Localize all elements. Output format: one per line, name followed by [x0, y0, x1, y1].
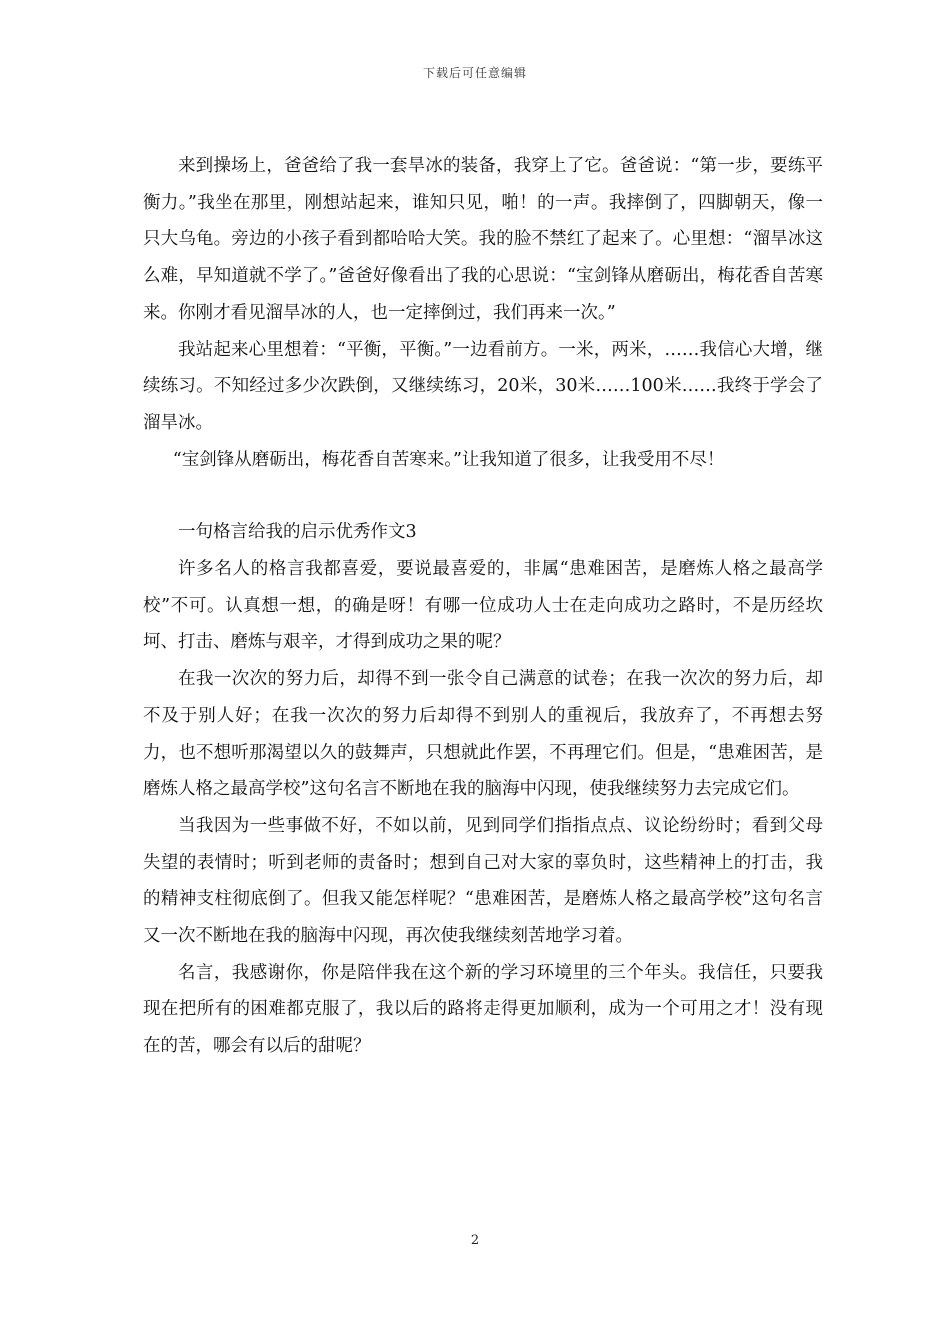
section-title: 一句格言给我的启示优秀作文3 [178, 522, 417, 543]
paragraph: 名言，我感谢你，你是陪伴我在这个新的学习环境里的三个年头。我信任，只要我现在把所有的困难都克服了，我以后的路将走得更加顺利，成为一个可用之才！没有现在的苦，哪会有以后的甜呢？ [143, 962, 823, 1057]
paragraph: 来到操场上，爸爸给了我一套旱冰的装备，我穿上了它。爸爸说：“第一步，要练平衡力。”我坐在那里，刚想站起来，谁知只见，啪！的一声。我摔倒了，四脚朝天，像一只大乌龟。旁边的小孩子看到都哈哈大笑。我的脸不禁红了起来了。心里想：“溜旱冰这么难，早知道就不学了。”爸爸好像看出了我的心思说：“宝剑锋从磨砺出，梅花香自苦寒来。你刚才看见溜旱冰的人，也一定摔倒过，我们再来一次。” [143, 156, 823, 323]
section-gap [143, 478, 823, 514]
paragraph: 当我因为一些事做不好，不如以前，见到同学们指指点点、议论纷纷时；看到父母失望的表情时；听到老师的责备时；想到自己对大家的辜负时，这些精神上的打击，我的精神支柱彻底倒了。但我又能怎样呢？“患难困苦，是磨炼人格之最高学校”这句名言又一次不断地在我的脑海中闪现，再次使我继续刻苦地学习着。 [143, 815, 823, 947]
paragraph: 许多名人的格言我都喜爱，要说最喜爱的，非属“患难困苦，是磨炼人格之最高学校”不可。认真想一想，的确是呀！有哪一位成功人士在走向成功之路时，不是历经坎坷、打击、磨炼与艰辛，才得到成功之果的呢？ [143, 559, 823, 653]
document-body [143, 148, 823, 1065]
paragraph: “宝剑锋从磨砺出，梅花香自苦寒来。”让我知道了很多，让我受用不尽！ [172, 449, 725, 470]
page-number: 2 [470, 1233, 480, 1248]
paragraph: 我站起来心里想着：“平衡，平衡。”一边看前方。一米，两米，……我信心大增，继续练习。不知经过多少次跌倒，又继续练习，20米，30米……100米……我终于学会了溜旱冰。 [143, 339, 823, 433]
page-header: 下载后可任意编辑 [422, 66, 527, 80]
paragraph: 在我一次次的努力后，却得不到一张令自己满意的试卷；在我一次次的努力后，却不及于别人好；在我一次次的努力后却得不到别人的重视后，我放弃了，不再想去努力，也不想听那渴望以久的鼓舞声，只想就此作罢，不再理它们。但是，“患难困苦，是磨炼人格之最高学校”这句名言不断地在我的脑海中闪现，使我继续努力去完成它们。 [143, 669, 823, 800]
